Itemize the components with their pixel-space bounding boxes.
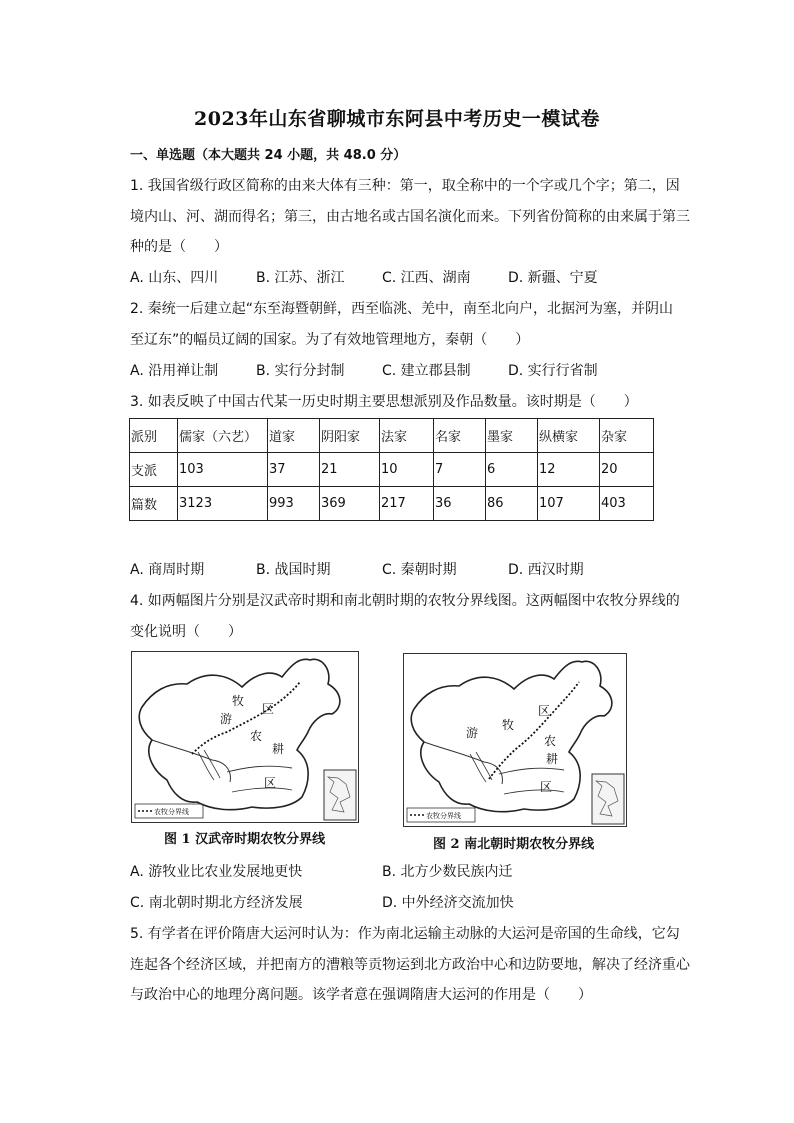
map-north-south-dynasties — [403, 653, 627, 827]
table-cell: 36 — [434, 487, 486, 521]
q1-stem-line-3: 种的是（ ） — [130, 239, 228, 255]
table-cell: 12 — [538, 453, 600, 487]
q5-stem-line-3: 与政治中心的地理分离问题。该学者意在强调隋唐大运河的作用是（ ） — [130, 987, 592, 1003]
table-cell: 派别 — [130, 419, 178, 453]
map2-label-nong: 农 — [544, 734, 557, 748]
table-cell: 墨家 — [486, 419, 538, 453]
table-cell: 103 — [178, 453, 268, 487]
map1-label-you: 游 — [220, 712, 233, 726]
q3-option-c[interactable]: C. 秦朝时期 — [382, 562, 457, 578]
q4-stem-line-1: 4. 如两幅图片分别是汉武帝时期和南北朝时期的农牧分界线图。这两幅图中农牧分界线的 — [130, 593, 680, 609]
table-cell: 403 — [600, 487, 654, 521]
q2-option-d[interactable]: D. 实行行省制 — [508, 363, 598, 379]
q2-option-a[interactable]: A. 沿用禅让制 — [130, 363, 219, 379]
map2-label-mu: 牧 — [502, 718, 515, 732]
table-cell: 217 — [380, 487, 434, 521]
q2-stem-line-1: 2. 秦统一后建立起“东至海暨朝鲜，西至临洮、羌中，南至北向户，北据河为塞，并阴山 — [130, 301, 674, 317]
table-cell: 10 — [380, 453, 434, 487]
map1-label-nong: 农 — [250, 729, 263, 743]
section-heading: 一、单选题（本大题共 24 小题，共 48.0 分） — [130, 148, 407, 163]
q4-option-b[interactable]: B. 北方少数民族内迁 — [382, 864, 513, 880]
table-cell: 儒家（六艺） — [178, 419, 268, 453]
table-cell: 法家 — [380, 419, 434, 453]
school-of-thought-table — [129, 418, 654, 521]
table-cell: 纵横家 — [538, 419, 600, 453]
q5-stem-line-2: 连起各个经济区域，并把南方的漕粮等贡物运到北方政治中心和边防要地，解决了经济重心 — [130, 957, 690, 973]
table-cell: 篇数 — [130, 487, 178, 521]
map1-caption: 图 1 汉武帝时期农牧分界线 — [164, 832, 326, 847]
q1-option-b[interactable]: B. 江苏、浙江 — [256, 270, 345, 286]
table-row — [130, 419, 654, 453]
q1-option-d[interactable]: D. 新疆、宁夏 — [508, 270, 598, 286]
q3-option-a[interactable]: A. 商周时期 — [130, 562, 205, 578]
q2-option-b[interactable]: B. 实行分封制 — [256, 363, 345, 379]
table-cell: 杂家 — [600, 419, 654, 453]
q3-stem: 3. 如表反映了中国古代某一历史时期主要思想派别及作品数量。该时期是（ ） — [130, 394, 638, 410]
table-cell: 21 — [320, 453, 380, 487]
q1-option-c[interactable]: C. 江西、湖南 — [382, 270, 471, 286]
q4-option-d[interactable]: D. 中外经济交流加快 — [382, 895, 514, 911]
table-cell: 支派 — [130, 453, 178, 487]
exam-title: 2023年山东省聊城市东阿县中考历史一模试卷 — [194, 108, 600, 130]
map-drawing — [132, 652, 358, 822]
q4-option-a[interactable]: A. 游牧业比农业发展地更快 — [130, 864, 303, 880]
map1-label-qu2: 区 — [264, 776, 277, 790]
map2-legend: 农牧分界线 — [426, 812, 461, 820]
table-cell: 阴阳家 — [320, 419, 380, 453]
table-cell: 993 — [268, 487, 320, 521]
map2-label-you: 游 — [466, 726, 479, 740]
table-cell: 86 — [486, 487, 538, 521]
q1-option-a[interactable]: A. 山东、四川 — [130, 270, 219, 286]
table-cell: 37 — [268, 453, 320, 487]
table-row — [130, 453, 654, 487]
table-cell: 7 — [434, 453, 486, 487]
q2-option-c[interactable]: C. 建立郡县制 — [382, 363, 471, 379]
table-cell: 20 — [600, 453, 654, 487]
map2-label-qu: 区 — [538, 704, 551, 718]
map2-label-qu2: 区 — [540, 780, 553, 794]
map-drawing — [404, 654, 626, 826]
map-han-wudi — [131, 651, 359, 823]
map1-label-geng: 耕 — [272, 742, 285, 756]
map2-caption: 图 2 南北朝时期农牧分界线 — [433, 837, 595, 852]
table-cell: 3123 — [178, 487, 268, 521]
map1-legend: 农牧分界线 — [154, 808, 189, 816]
q2-stem-line-2: 至辽东”的幅员辽阔的国家。为了有效地管理地方，秦朝（ ） — [130, 332, 530, 348]
map2-label-geng: 耕 — [546, 752, 559, 766]
table-cell: 名家 — [434, 419, 486, 453]
map1-label-qu: 区 — [262, 702, 275, 716]
map1-label-mu: 牧 — [232, 694, 245, 708]
q1-stem-line-2: 境内山、河、湖而得名；第三，由古地名或古国名演化而来。下列省份简称的由来属于第三 — [130, 209, 690, 225]
q3-option-d[interactable]: D. 西汉时期 — [508, 562, 584, 578]
q4-option-c[interactable]: C. 南北朝时期北方经济发展 — [130, 895, 303, 911]
table-cell: 369 — [320, 487, 380, 521]
q1-stem-line-1: 1. 我国省级行政区简称的由来大体有三种：第一，取全称中的一个字或几个字；第二，因 — [130, 178, 680, 194]
table-cell: 107 — [538, 487, 600, 521]
q5-stem-line-1: 5. 有学者在评价隋唐大运河时认为：作为南北运输主动脉的大运河是帝国的生命线，它勾 — [130, 926, 680, 942]
table-cell: 6 — [486, 453, 538, 487]
q3-option-b[interactable]: B. 战国时期 — [256, 562, 331, 578]
table-cell: 道家 — [268, 419, 320, 453]
q4-stem-line-2: 变化说明（ ） — [130, 624, 242, 640]
table-row — [130, 487, 654, 521]
